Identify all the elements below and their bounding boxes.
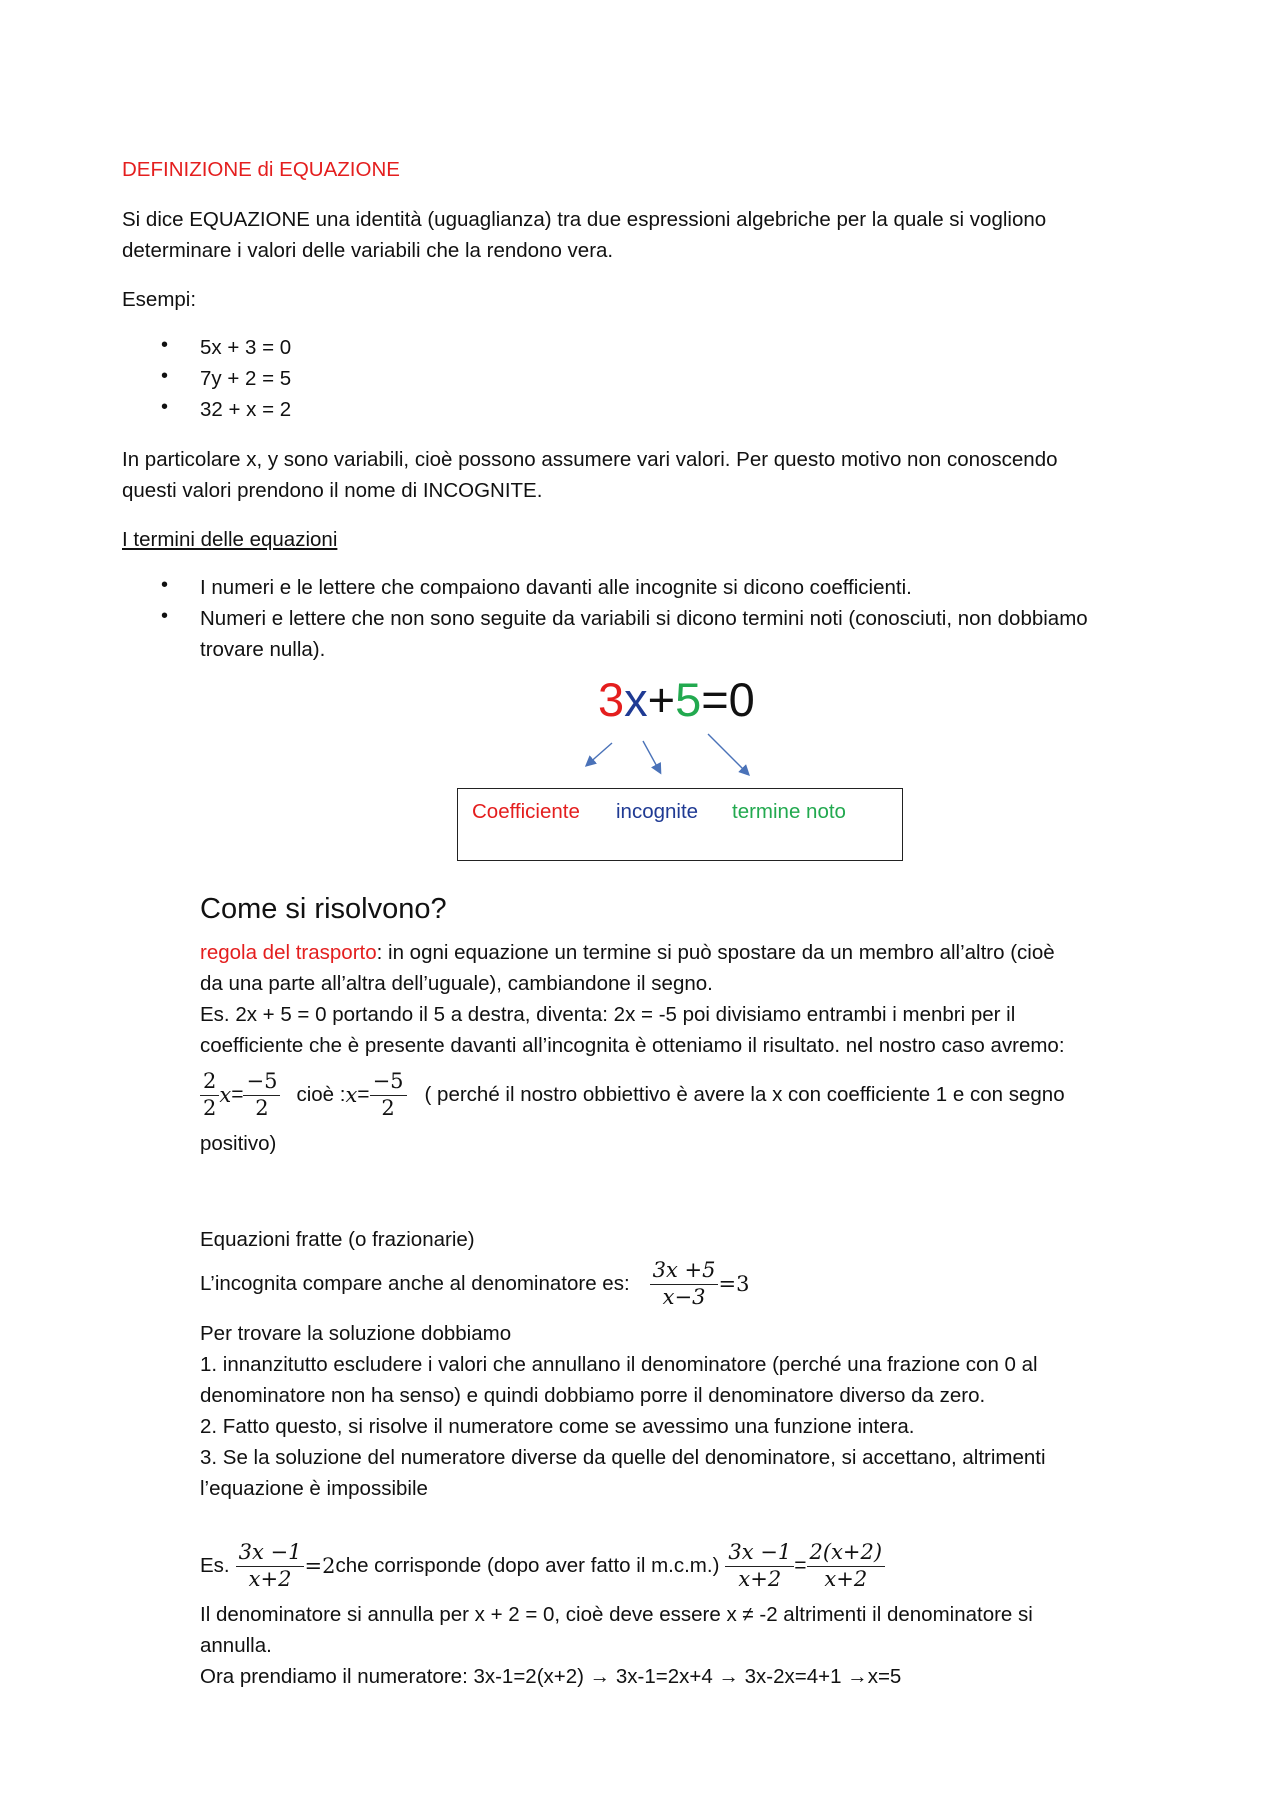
- label-variable: incognite: [616, 800, 699, 823]
- examples-label: Esempi:: [122, 288, 197, 311]
- fraction: $\frac{-5}{2}$: [370, 1070, 407, 1119]
- final-line: Ora prendiamo il numeratore: 3x-1=2(x+2) → 3x-1=2x+4 → 3x-2x=4+1 →x=5: [200, 1665, 902, 1688]
- terms-heading: I termini delle equazioni: [122, 528, 338, 551]
- example-line-1: Es. 2x + 5 = 0 portando il 5 a destra, diventa: 2x = -5 poi divisiamo entrambi i menbri per il: [200, 1003, 1016, 1026]
- label-constant: termine noto: [732, 800, 846, 823]
- bullet-icon: •: [161, 574, 169, 596]
- bullet-icon: •: [161, 365, 169, 387]
- equation-rest: =0: [701, 673, 755, 726]
- equation-constant: 5: [675, 673, 702, 726]
- equation-variable: x: [624, 673, 648, 726]
- terms-item-1: I numeri e le lettere che compaiono davanti alle incognite si dicono coefficienti.: [200, 576, 912, 599]
- bullet-icon: •: [161, 334, 169, 356]
- example-tail: ( perché il nostro obbiettivo è avere la x con coefficiente 1 e con segno: [424, 1083, 1065, 1106]
- denominator-line-1: Il denominatore si annulla per x + 2 = 0, cioè deve essere x ≠ -2 altrimenti il denominatore si: [200, 1603, 1033, 1626]
- equation-coefficient: 3: [598, 673, 625, 726]
- terms-item-2-cont: trovare nulla).: [200, 638, 326, 661]
- rule-text: : in ogni equazione un termine si può spostare da un membro all’altro (cioè: [376, 941, 1055, 964]
- bullet-icon: •: [161, 396, 169, 418]
- math-variable: x: [345, 1083, 358, 1107]
- example-item: 7y + 2 = 5: [200, 367, 292, 390]
- math-equals: =2: [304, 1554, 336, 1578]
- cioe-text: cioè :: [296, 1083, 346, 1106]
- fraction: $\frac{3x +5}{x-3}$: [650, 1259, 719, 1308]
- fratte-intro-row: [200, 1253, 749, 1315]
- terms-item-2: Numeri e lettere che non sono seguite da variabili si dicono termini noti (conosciuti, non dobbiamo: [200, 607, 1088, 630]
- math-rhs: =3: [718, 1272, 750, 1296]
- steps-intro: Per trovare la soluzione dobbiamo: [200, 1322, 512, 1345]
- math-equals: =: [357, 1083, 370, 1106]
- solve-heading: Come si risolvono?: [200, 893, 447, 925]
- fraction: $\frac{2}{2}$: [200, 1070, 219, 1119]
- fraction-example: [200, 1066, 1065, 1124]
- rule-name: regola del trasporto: [200, 941, 377, 964]
- fraction: $\frac{2(x+2)}{x+2}$: [807, 1541, 886, 1590]
- es-label: Es.: [200, 1554, 230, 1577]
- equation-plus: +: [647, 673, 676, 726]
- es-mid-text: che corrisponde (dopo aver fatto il m.c.m.): [335, 1554, 720, 1577]
- step-3b: l’equazione è impossibile: [200, 1477, 428, 1500]
- arrow-constant-icon: [708, 734, 748, 774]
- page-title: DEFINIZIONE di EQUAZIONE: [122, 158, 400, 181]
- arrow-icons: [560, 725, 760, 785]
- step-3a: 3. Se la soluzione del numeratore diverse da quelle del denominatore, si accettano, altrimenti: [200, 1446, 1046, 1469]
- fratte-heading: Equazioni fratte (o frazionarie): [200, 1228, 475, 1251]
- rule-line-2: da una parte all’altra dell’uguale), cambiandone il segno.: [200, 972, 713, 995]
- fraction: $\frac{-5}{2}$: [243, 1070, 280, 1119]
- math-variable: x: [219, 1083, 232, 1107]
- example-equation: [598, 672, 755, 727]
- arrow-variable-icon: [643, 741, 660, 772]
- label-coefficient: Coefficiente: [472, 800, 580, 823]
- rule-line-1: [200, 937, 1055, 968]
- arrow-coefficient-icon: [587, 743, 612, 765]
- math-equals: =: [231, 1083, 244, 1106]
- step-1b: denominatore non ha senso) e quindi dobbiamo porre il denominatore diverso da zero.: [200, 1384, 986, 1407]
- fraction: $\frac{3x -1}{x+2}$: [725, 1541, 794, 1590]
- fratte-example-row: [200, 1535, 885, 1597]
- example-tail-cont: positivo): [200, 1132, 277, 1155]
- bullet-icon: •: [161, 605, 169, 627]
- definition-line-2: determinare i valori delle variabili che la rendono vera.: [122, 239, 614, 262]
- fratte-intro: L’incognita compare anche al denominatore es:: [200, 1272, 630, 1295]
- step-2: 2. Fatto questo, si risolve il numeratore come se avessimo una funzione intera.: [200, 1415, 915, 1438]
- example-item: 32 + x = 2: [200, 398, 292, 421]
- denominator-line-2: annulla.: [200, 1634, 272, 1657]
- definition-line-1: Si dice EQUAZIONE una identità (uguaglianza) tra due espressioni algebriche per la quale si vogliono: [122, 208, 1047, 231]
- example-line-2: coefficiente che è presente davanti all’incognita è otteniamo il risultato. nel nostro caso avremo:: [200, 1034, 1065, 1057]
- variables-line-2: questi valori prendono il nome di INCOGNITE.: [122, 479, 543, 502]
- fraction: $\frac{3x -1}{x+2}$: [236, 1541, 305, 1590]
- step-1a: 1. innanzitutto escludere i valori che annullano il denominatore (perché una frazione con 0 al: [200, 1353, 1038, 1376]
- math-equals: =: [794, 1554, 807, 1577]
- variables-line-1: In particolare x, y sono variabili, cioè possono assumere vari valori. Per questo motivo non conoscendo: [122, 448, 1058, 471]
- example-item: 5x + 3 = 0: [200, 336, 292, 359]
